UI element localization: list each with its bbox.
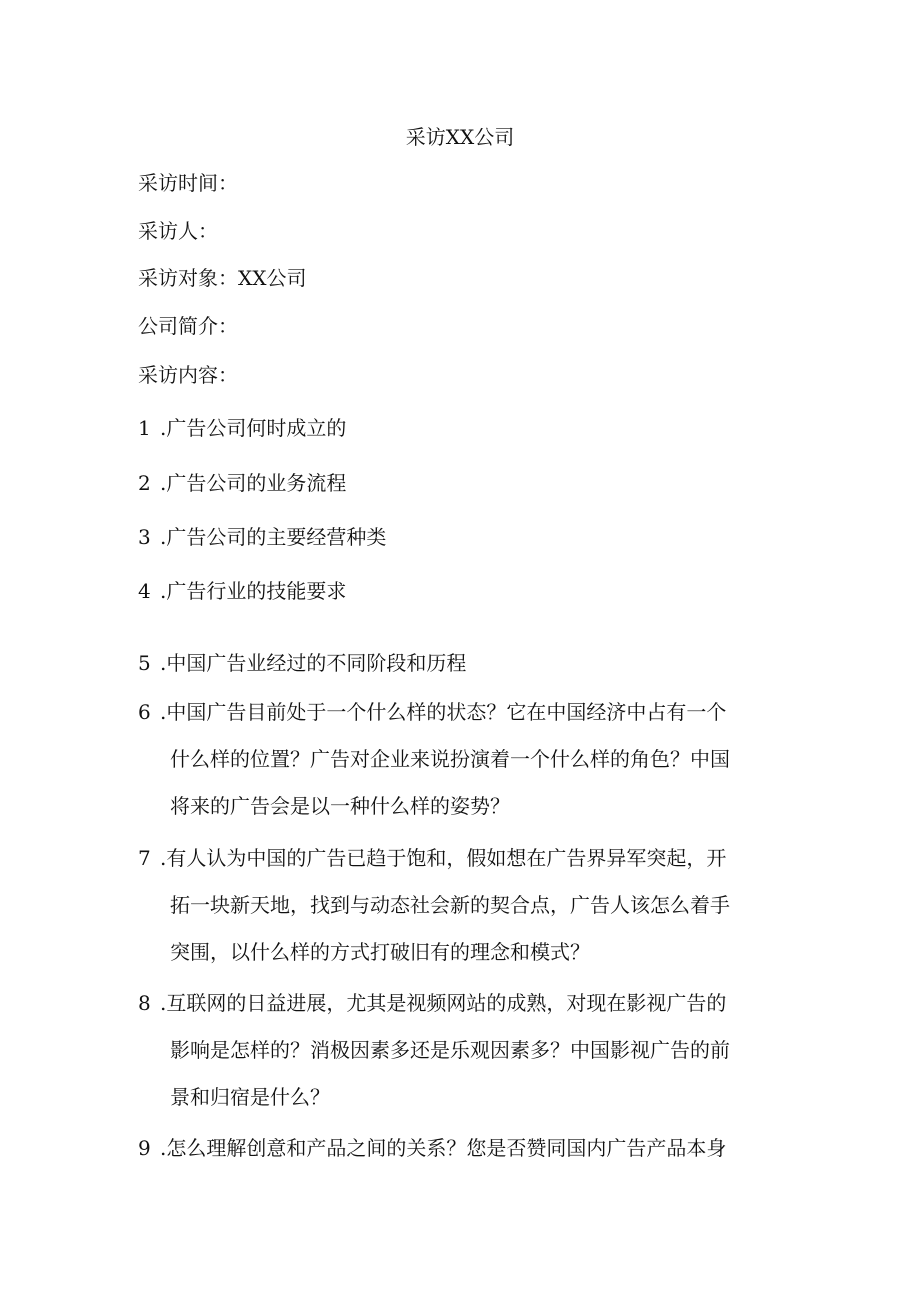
field-company-intro: 公司简介： — [138, 314, 238, 338]
question-item — [138, 468, 788, 498]
question-item — [138, 697, 788, 830]
field-interviewee: 采访对象：XX公司 — [138, 266, 307, 290]
question-text: .广告行业的技能要求 — [160, 579, 347, 603]
question-item — [138, 988, 788, 1121]
question-line: 突围，以什么样的方式打破旧有的理念和模式？ — [170, 940, 590, 964]
question-text: .广告公司何时成立的 — [160, 416, 347, 440]
question-line: 什么样的位置？广告对企业来说扮演着一个什么样的角色？中国 — [170, 747, 730, 771]
question-line: .有人认为中国的广告已趋于饱和，假如想在广告界异军突起，开 — [160, 846, 727, 870]
question-number: 1 — [138, 416, 151, 440]
question-line: 将来的广告会是以一种什么样的姿势？ — [170, 794, 510, 818]
field-interview-content: 采访内容： — [138, 363, 238, 387]
question-number: 9 — [138, 1136, 151, 1160]
question-line: 影响是怎样的？消极因素多还是乐观因素多？中国影视广告的前 — [170, 1038, 730, 1062]
question-text: .广告公司的主要经营种类 — [160, 525, 387, 549]
question-item — [138, 522, 788, 552]
question-line: .怎么理解创意和产品之间的关系？您是否赞同国内广告产品本身 — [160, 1136, 727, 1160]
question-text — [160, 689, 788, 830]
question-line: 景和归宿是什么？ — [170, 1085, 330, 1109]
question-item — [138, 576, 788, 606]
question-text: .广告公司的业务流程 — [160, 471, 347, 495]
field-interviewer: 采访人： — [138, 219, 218, 243]
question-number: 6 — [138, 700, 151, 724]
question-item — [138, 843, 788, 976]
field-interview-time: 采访时间： — [138, 171, 238, 195]
question-number: 4 — [138, 579, 151, 603]
question-number: 7 — [138, 846, 151, 870]
question-line: .互联网的日益进展，尤其是视频网站的成熟，对现在影视广告的 — [160, 991, 727, 1015]
question-line: 拓一块新天地，找到与动态社会新的契合点，广告人该怎么着手 — [170, 893, 730, 917]
question-text: .中国广告业经过的不同阶段和历程 — [160, 651, 467, 675]
question-number: 3 — [138, 525, 151, 549]
question-item — [138, 1133, 788, 1172]
question-number: 8 — [138, 991, 151, 1015]
question-text — [160, 980, 788, 1121]
question-number: 2 — [138, 471, 151, 495]
question-number: 5 — [138, 651, 151, 675]
question-line: .中国广告目前处于一个什么样的状态？它在中国经济中占有一个 — [160, 700, 727, 724]
question-text — [160, 1125, 788, 1172]
question-text — [160, 835, 788, 976]
question-item — [138, 648, 788, 678]
question-item — [138, 413, 788, 443]
document-title: 采访XX公司 — [405, 125, 515, 149]
